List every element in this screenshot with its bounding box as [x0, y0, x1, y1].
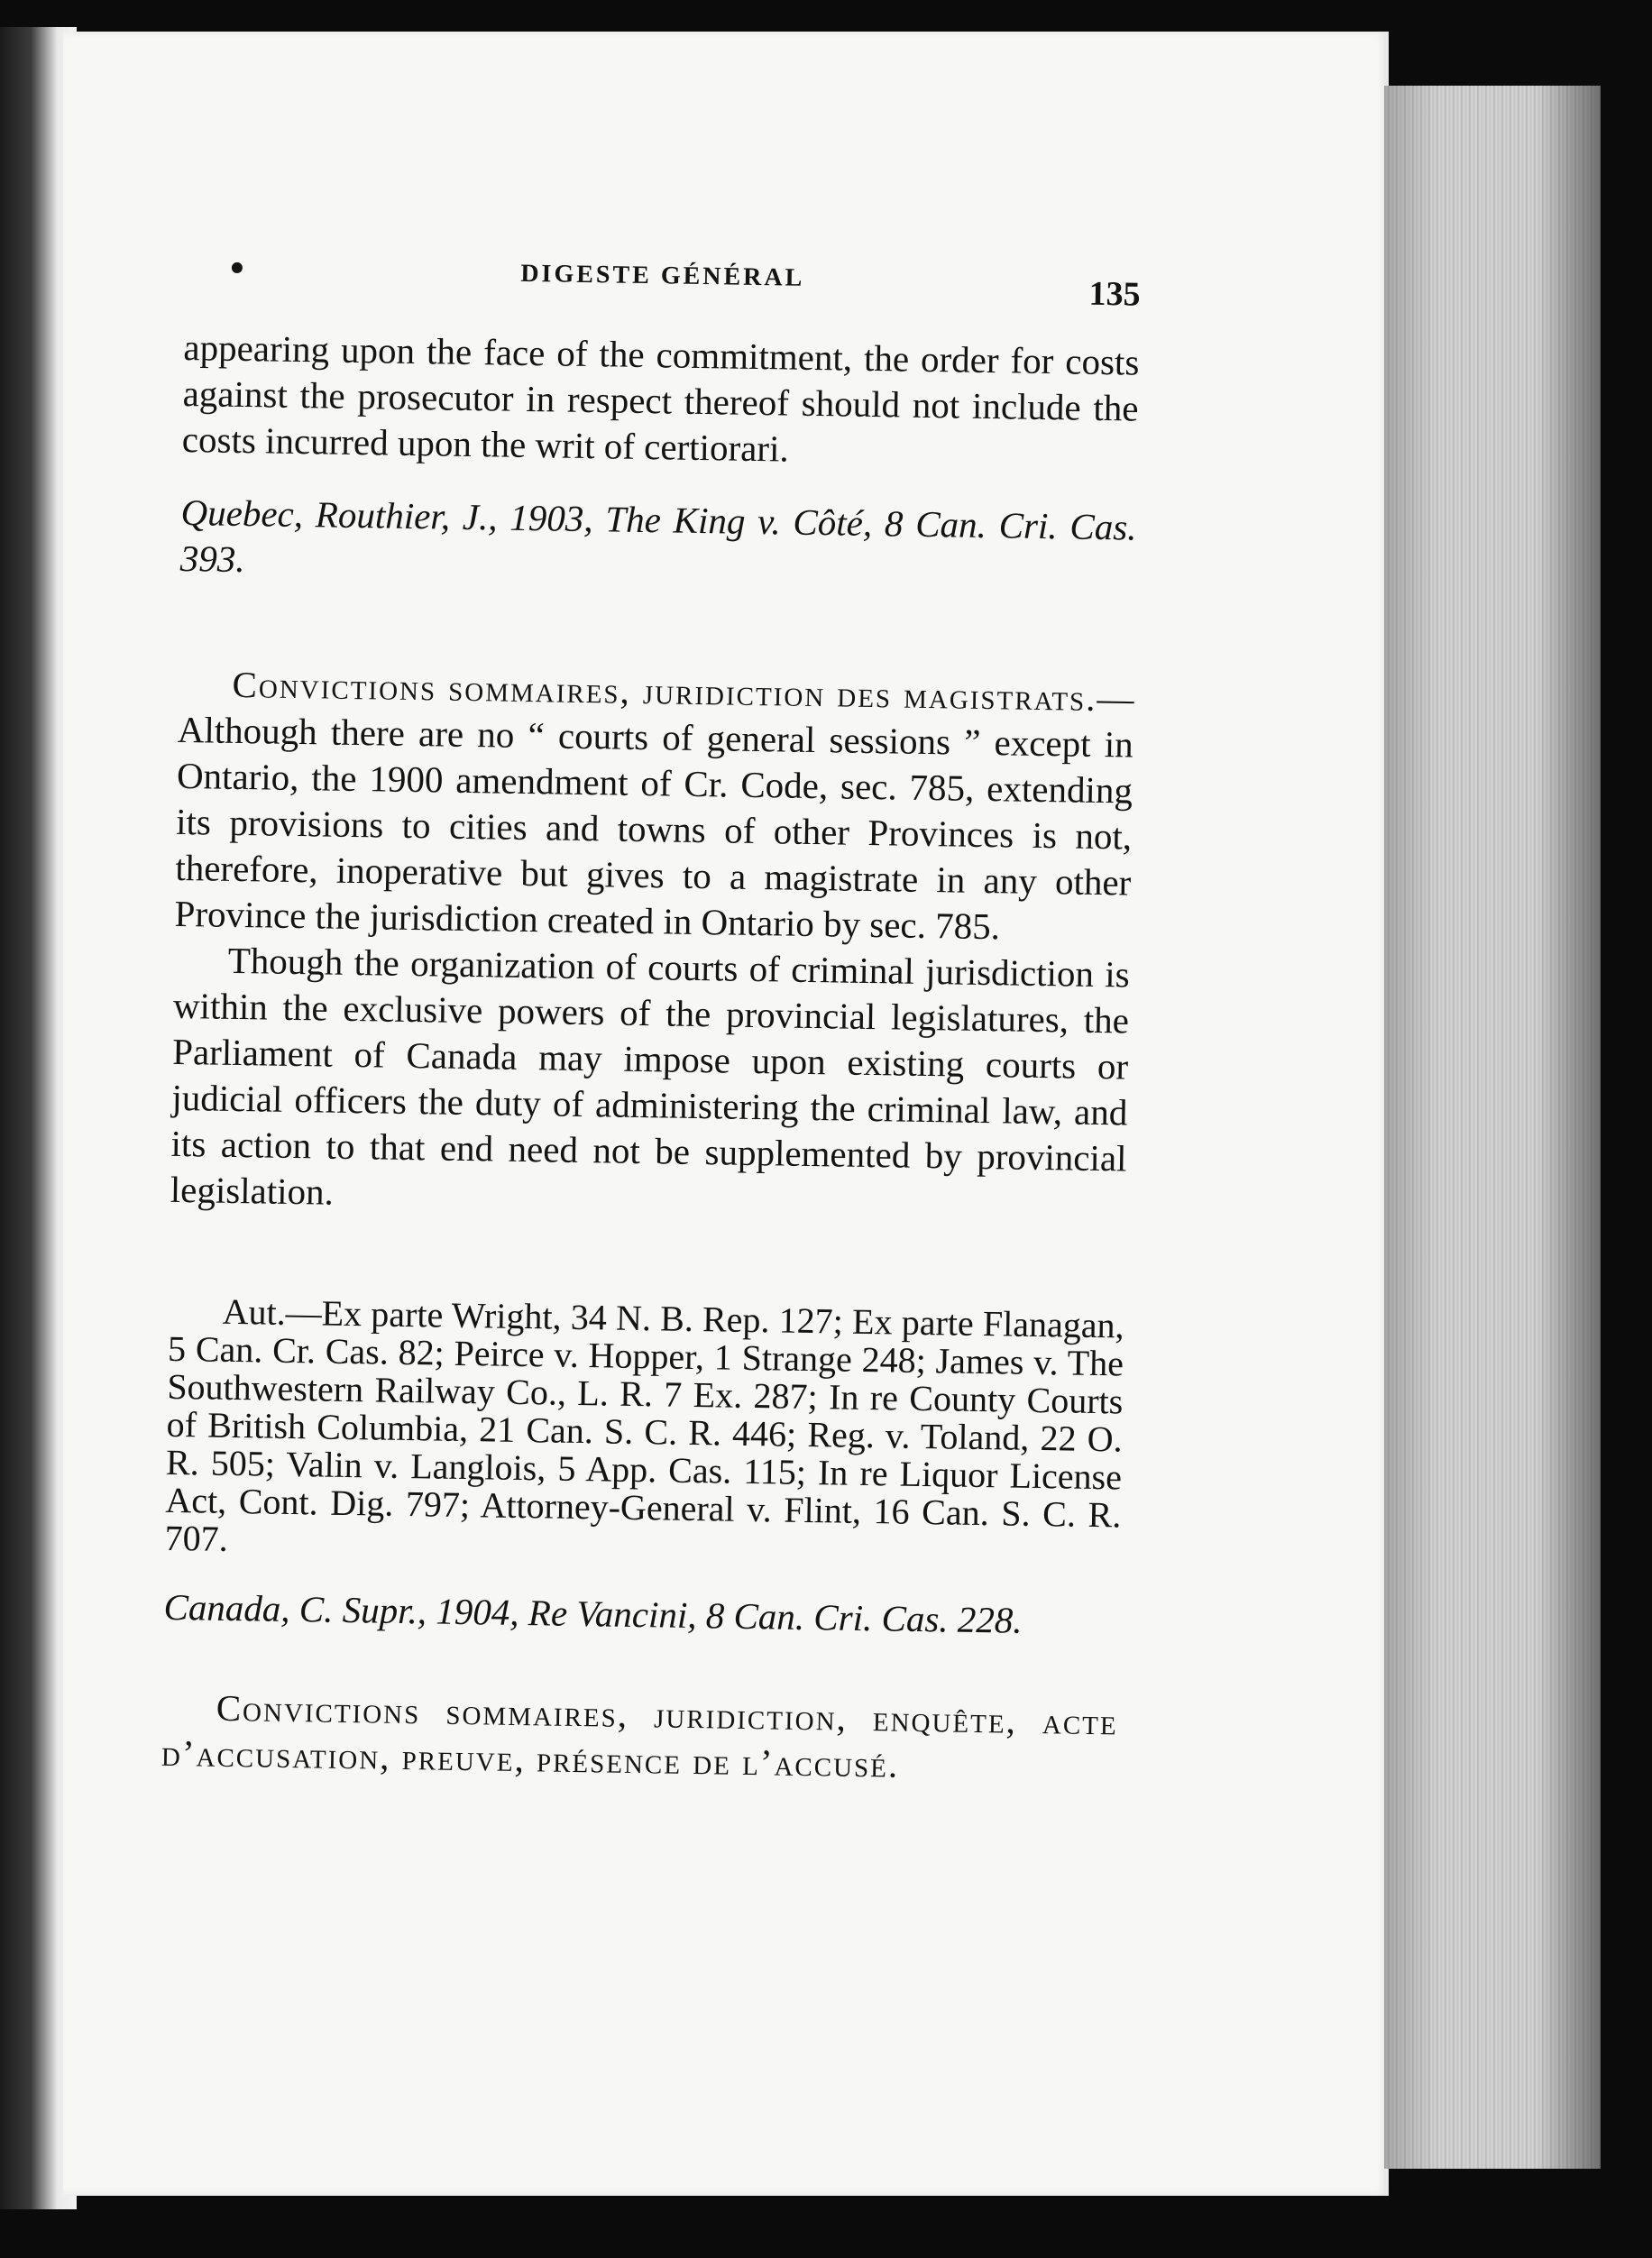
running-title: DIGESTE GÉNÉRAL	[520, 259, 805, 292]
page-number: 135	[1088, 274, 1141, 314]
citation-quebec: Quebec, Routhier, J., 1903, The King v. Côté, 8 Can. Cri. Cas. 393.	[179, 491, 1137, 581]
section-heading: Convictions sommaires, juridiction des magistrats.	[232, 663, 1097, 719]
citation-canada: Canada, C. Supr., 1904, Re Vancini, 8 Can. Cri. Cas. 228.	[163, 1585, 1023, 1641]
section-heading: Convictions sommaires, juridiction, enquête, acte d’accusation, preuve, présence de l’accusé.	[161, 1686, 1119, 1785]
paragraph-parliament: Though the organization of courts of criminal jurisdiction is within the exclusive powers of the provincial legislatures, the Parliament of Canada may impose upon existing courts or judicial officers the duty of administering the criminal law, and its action to that end need not be supplemented by provincial legislation.	[170, 939, 1131, 1213]
page-fore-edge	[1384, 86, 1601, 2169]
section-heading-enquete	[161, 1684, 1118, 1792]
authorities-list: Aut.—Ex parte Wright, 34 N. B. Rep. 127; Ex parte Flanagan, 5 Can. Cr. Cas. 82; Peirce v. Hopper, 1 Strange 248; James v. The Southwestern Railway Co., L. R. 7 Ex. 287; In re County Courts of British Columbia, 21 Can. S. C. R. 446; Reg. v. Toland, 22 O. R. 505; Valin v. Langlois, 5 App. Cas. 115; In re Liquor License Act, Cont. Dig. 797; Attorney-General v. Flint, 16 Can. S. C. R. 707.	[164, 1290, 1124, 1559]
section-convictions-magistrats	[174, 661, 1134, 952]
page-content	[161, 259, 1141, 1791]
section-text: —Although there are no “ courts of general sessions ” except in Ontario, the 1900 amendment of Cr. Code, sec. 785, extending its provisions to cities and towns of other Provinces is not, therefore, inoperative but gives to a magistrate in any other Province the jurisdiction created in Ontario by sec. 785.	[174, 676, 1134, 948]
paragraph-continuation: appearing upon the face of the commitment, the order for costs against the prosecutor in respect thereof should not include the costs incurred upon the writ of certiorari.	[181, 326, 1140, 470]
